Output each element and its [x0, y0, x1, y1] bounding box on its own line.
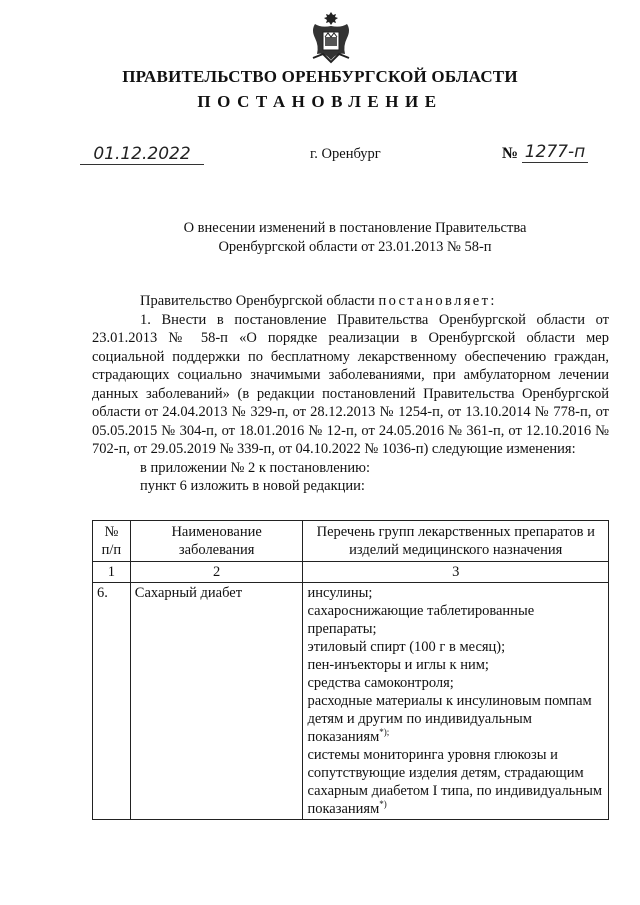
subject-line-1: О внесении изменений в постановление Правительства [183, 220, 527, 236]
decree-title: ПОСТАНОВЛЕНИЕ [197, 92, 443, 111]
list-item: этиловый спирт (100 г в месяц); [307, 639, 506, 655]
row-items [303, 583, 609, 820]
list-item [307, 692, 604, 746]
decree-subject [100, 219, 610, 257]
coat-of-arms-icon [309, 10, 353, 66]
decree-body [92, 292, 609, 496]
list-item: инсулины; [307, 585, 373, 601]
intro-paragraph [92, 292, 609, 311]
list-item: пен-инъекторы и иглы к ним; [307, 657, 489, 673]
row-number: 6. [93, 583, 131, 820]
list-item-text: расходные материалы к инсулиновым помпам детям и другим по индивидуальным показаниям [307, 693, 592, 745]
subject-line-2: Оренбургской области от 23.01.2013 № 58-п [218, 239, 492, 255]
list-item: средства самоконтроля; [307, 675, 454, 691]
appendix-line: в приложении № 2 к постановлению: [140, 459, 371, 476]
drug-table [92, 520, 609, 820]
footnote-mark: *); [379, 727, 390, 738]
list-item: сахароснижающие таблетированные препараты; [307, 603, 535, 637]
row-disease: Сахарный диабет [130, 583, 303, 820]
decree-number: 1277-п [522, 142, 588, 163]
table-row [93, 583, 609, 820]
decree-number-label: № [502, 145, 519, 162]
intro-prefix: Правительство Оренбургской области [140, 293, 375, 309]
column-number: 3 [303, 562, 609, 583]
header-number: № п/п [93, 521, 131, 562]
column-number: 1 [93, 562, 131, 583]
table-header-row [93, 521, 609, 562]
decree-city: г. Оренбург [310, 146, 381, 162]
government-title: ПРАВИТЕЛЬСТВО ОРЕНБУРГСКОЙ ОБЛАСТИ [122, 67, 518, 86]
intro-verb: постановляет: [378, 293, 497, 309]
column-number: 2 [130, 562, 303, 583]
header-drug-groups: Перечень групп лекарственных препаратов и изделий медицинского назначения [303, 521, 609, 562]
list-item-text: системы мониторинга уровня глюкозы и сопутствующие изделия детям, страдающим сахарным диабетом I типа, по индивидуальным показаниям [307, 747, 603, 817]
decree-date: 01.12.2022 [80, 144, 204, 165]
list-item [307, 746, 604, 818]
item-1-paragraph: 1. Внести в постановление Правительства Оренбургской области от 23.01.2013 № 58-п «О порядке реализации в Оренбургской области мер социальной поддержки по бесплатному лекарственному обеспечению граждан, страдающих социально значимыми заболеваниями, при амбулаторном лечении данных заболеваний» (в редакции постановлений Правительства Оренбургской области от 24.04.2013 № 329-п, от 28.12.2013 № 1254-п, от 13.10.2014 № 778-п, от 05.05.2015 № 304-п, от 18.01.2016 № 12-п, от 24.05.2016 № 361-п, от 12.10.2016 № 702-п, от 29.05.2019 № 339-п, от 04.10.2022 № 1036-п) следующие изменения: [92, 311, 609, 457]
point-line: пункт 6 изложить в новой редакции: [140, 478, 365, 494]
header-disease: Наименование заболевания [130, 521, 303, 562]
column-number-row [93, 562, 609, 583]
footnote-mark: *) [379, 799, 387, 810]
